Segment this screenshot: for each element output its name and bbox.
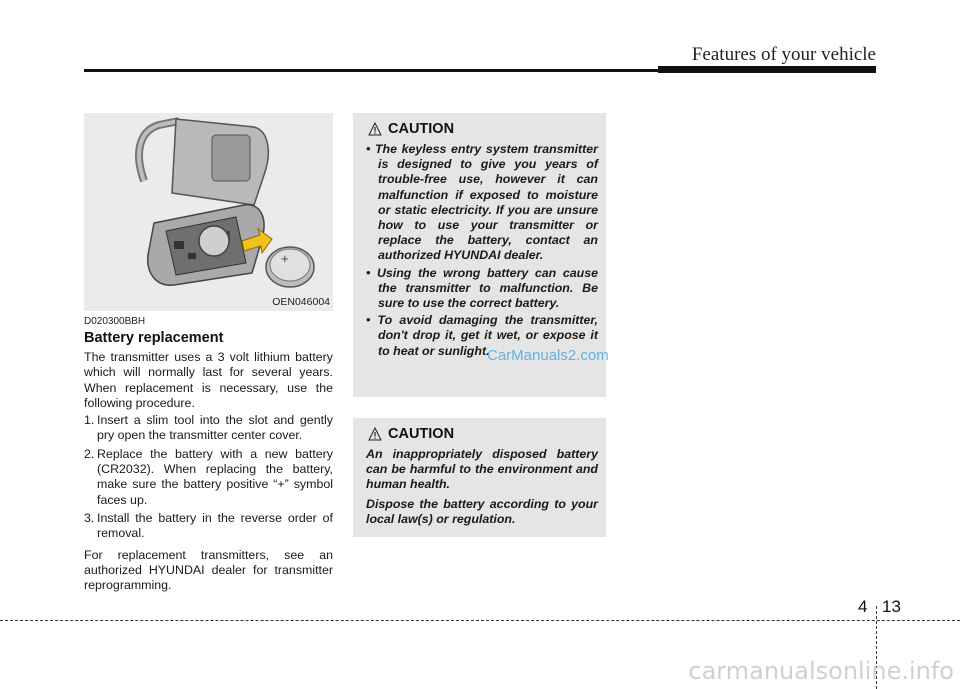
section-title: Battery replacement xyxy=(84,330,224,346)
watermark-middle: CarManuals2.com xyxy=(487,347,609,364)
caution-item: • The keyless entry system transmitter is designed to give you years of trouble-free use, however it can malfunction if exposed to moisture or static electricity. If you are unsure how to use your transmitter or replace the battery, contact an authorized HYUNDAI dealer. xyxy=(366,142,598,263)
footnote-paragraph: For replacement transmitters, see an authorized HYUNDAI dealer for transmitter reprogramming. xyxy=(84,547,333,593)
procedure-steps xyxy=(84,413,333,541)
transmitter-battery-drawing xyxy=(84,113,333,311)
step-item: 1. Insert a slim tool into the slot and gently pry open the transmitter center cover. xyxy=(84,413,333,443)
step-item: 3. Install the battery in the reverse order of removal. xyxy=(84,510,333,541)
caution-item: • Using the wrong battery can cause the transmitter to malfunction. Be sure to use the correct battery. xyxy=(366,265,598,311)
caution-title: CAUTION xyxy=(388,121,455,137)
battery-plus-symbol: + xyxy=(281,251,289,266)
header-rule-thick xyxy=(658,66,876,73)
page-header-title: Features of your vehicle xyxy=(691,44,876,65)
caution-paragraph: An inappropriately disposed battery can be harmful to the environment and human health. xyxy=(366,447,598,492)
caution-paragraph: Dispose the battery according to your local law(s) or regulation. xyxy=(366,496,598,526)
intro-paragraph: The transmitter uses a 3 volt lithium battery which will normally last for several years. When replacement is necessary, use the following procedure. xyxy=(84,350,333,410)
caution-box-battery-disposal xyxy=(353,418,606,537)
section-body xyxy=(84,350,333,593)
caution-header xyxy=(368,121,598,137)
section-doc-code: D020300BBH xyxy=(84,316,146,327)
step-item: 2. Replace the battery with a new battery (CR2032). When replacing the battery, make sure the battery positive “+” symbol faces up. xyxy=(84,446,333,507)
transmitter-illustration xyxy=(84,113,333,311)
caution-title: CAUTION xyxy=(388,426,455,442)
warning-triangle-icon xyxy=(368,122,382,136)
chapter-number: 4 xyxy=(858,597,868,616)
caution-item: • To avoid damaging the transmitter, don't drop it, get it wet, or expose it to heat or sunlight. xyxy=(366,313,598,358)
caution-header xyxy=(368,426,598,442)
watermark-bottom: carmanualsonline.info xyxy=(688,657,954,685)
warning-triangle-icon xyxy=(368,427,382,441)
illustration-code: OEN046004 xyxy=(272,296,330,308)
caution-list xyxy=(366,142,598,359)
footer-rule xyxy=(0,620,960,621)
page-number: 13 xyxy=(882,597,901,616)
